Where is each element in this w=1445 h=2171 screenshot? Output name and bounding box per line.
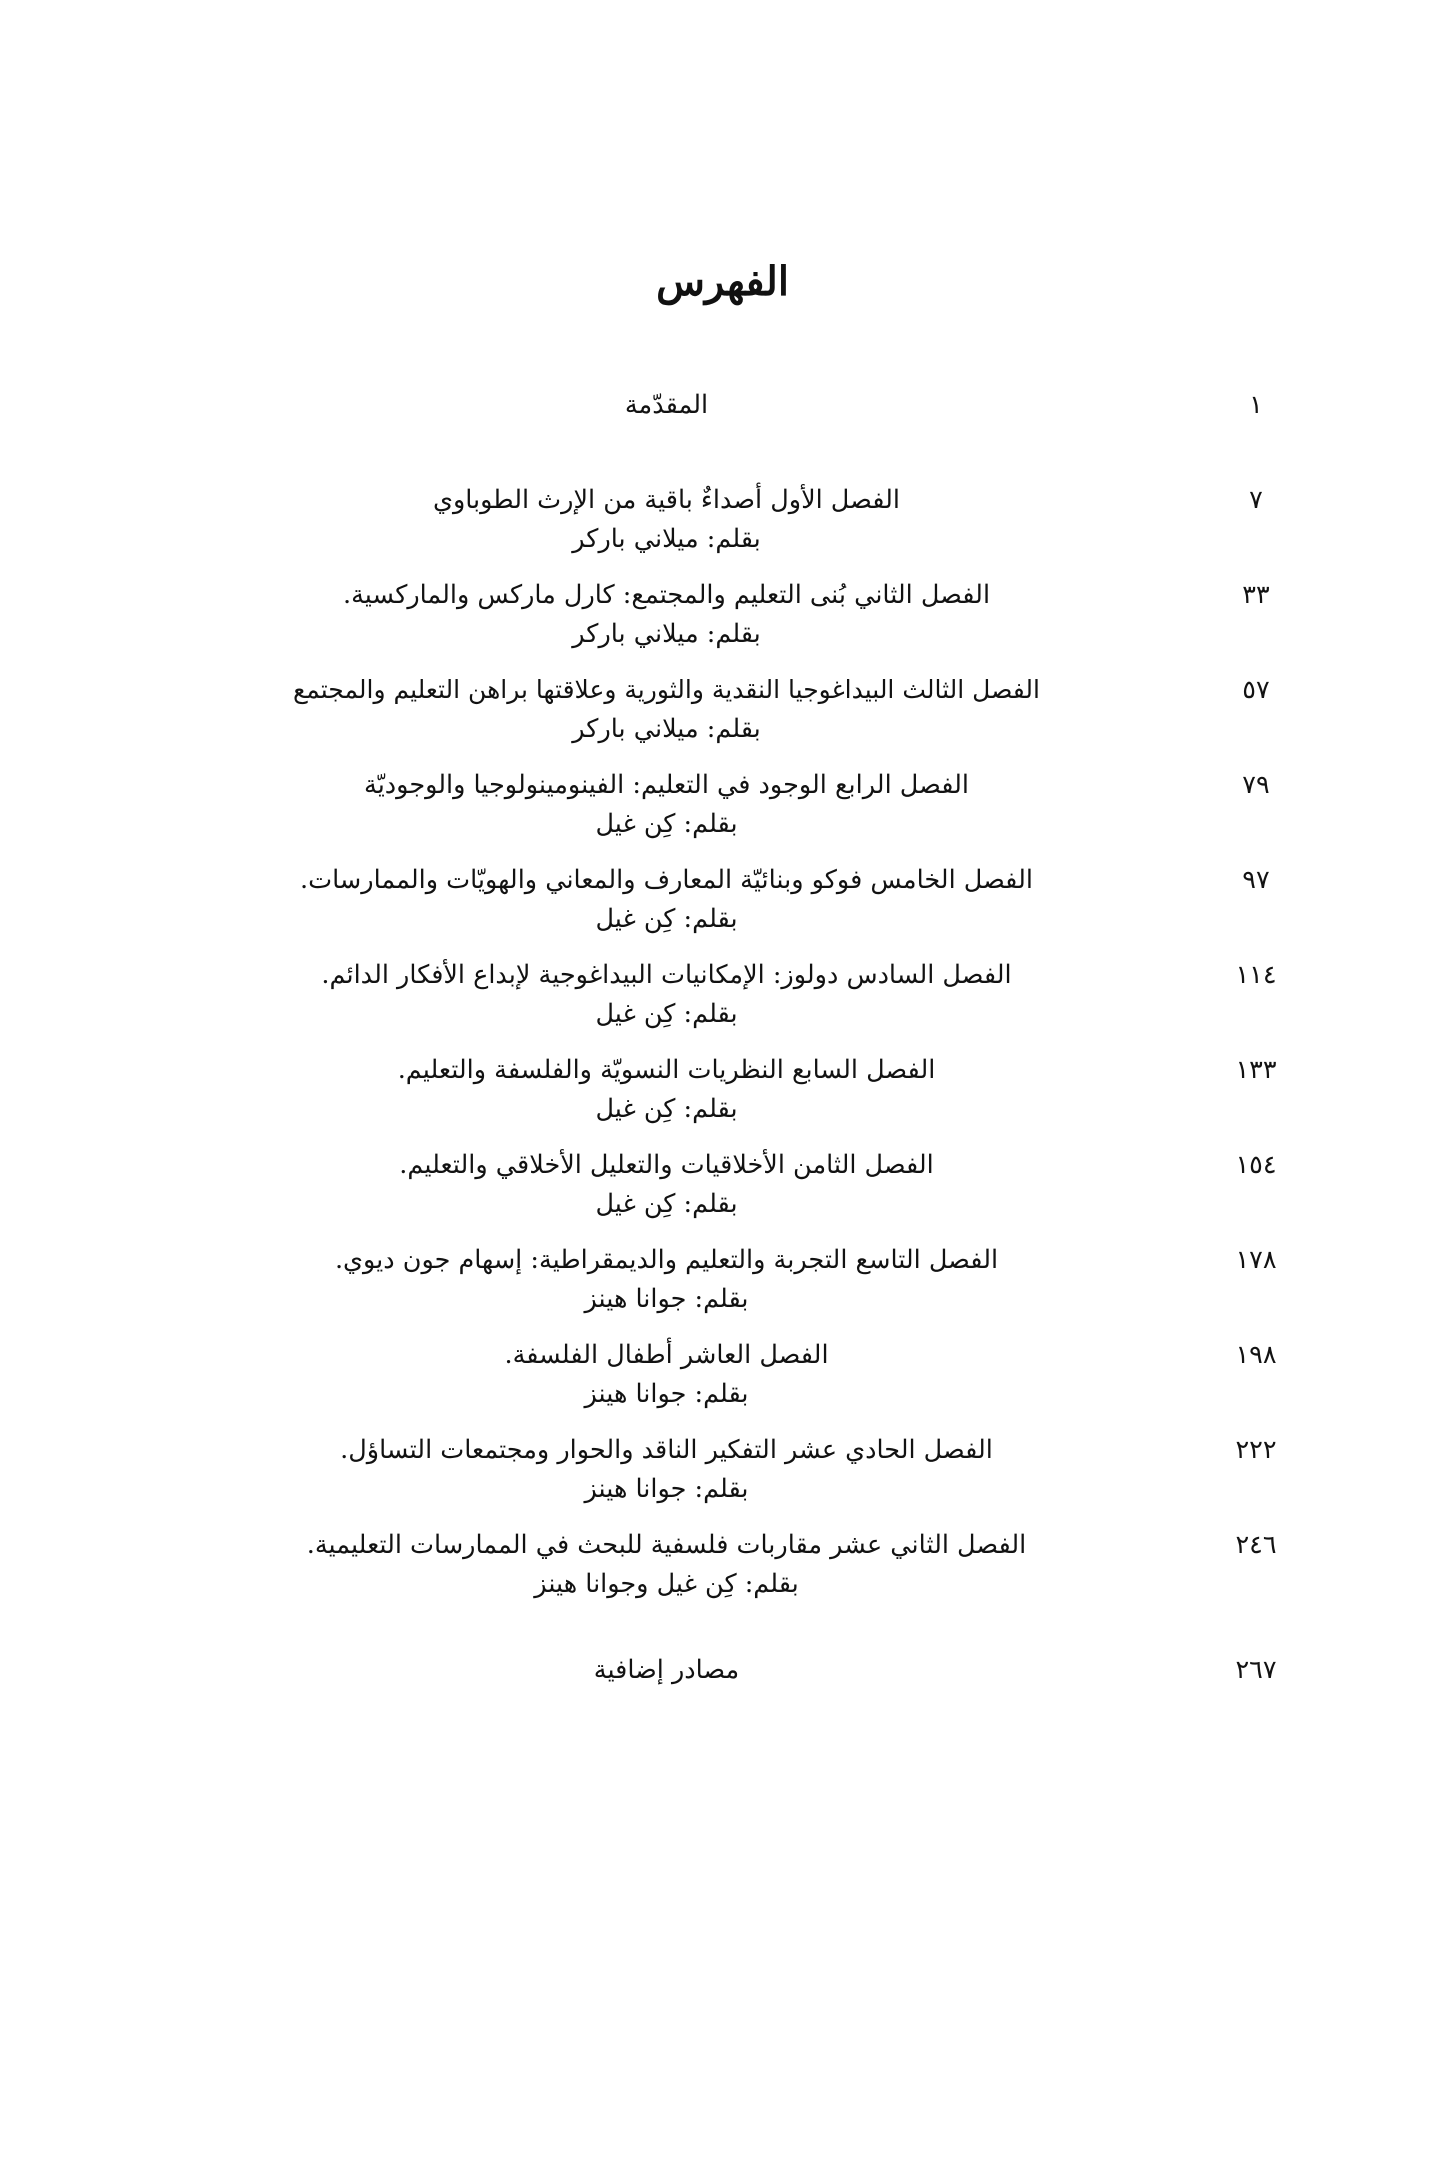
entry-title: مصادر إضافية [593, 1654, 740, 1685]
entry-author: بقلم: كِن غيل [595, 903, 738, 934]
toc-entry-row [130, 1431, 1315, 1470]
entry-title: المقدّمة [624, 390, 709, 420]
spacer [130, 843, 1315, 861]
entry-author: بقلم: جوانا هينز [584, 1283, 749, 1314]
toc-entry-row [130, 386, 1315, 425]
entry-title: الفصل العاشر أطفال الفلسفة. [504, 1339, 829, 1370]
entry-title: الفصل السادس دولوز: الإمكانيات البيداغوجية لإبداع الأفكار الدائم. [321, 959, 1012, 990]
spacer [130, 748, 1315, 766]
toc-entry-row [130, 956, 1315, 995]
spacer [130, 1128, 1315, 1146]
entry-title: الفصل الأول أصداءٌ باقية من الإرث الطوباوي [432, 484, 900, 515]
toc-entry-chapter-4[interactable] [130, 766, 1315, 843]
entry-title: الفصل الثاني عشر مقاربات فلسفية للبحث في الممارسات التعليمية. [306, 1529, 1027, 1560]
entry-author: بقلم: جوانا هينز [584, 1378, 749, 1409]
table-of-contents-list [130, 386, 1315, 1690]
entry-author: بقلم: ميلاني باركر [572, 523, 761, 554]
entry-title: الفصل الرابع الوجود في التعليم: الفينومينولوجيا والوجوديّة [364, 769, 969, 800]
toc-entry-chapter-6[interactable] [130, 956, 1315, 1033]
spacer [130, 1603, 1315, 1651]
page-number: ٢٢٢ [1235, 1434, 1277, 1465]
toc-entry-chapter-5[interactable] [130, 861, 1315, 938]
toc-entry-chapter-10[interactable] [130, 1336, 1315, 1413]
page-number: ١٥٤ [1235, 1149, 1277, 1180]
toc-entry-chapter-11[interactable] [130, 1431, 1315, 1508]
toc-entry-row [130, 1651, 1315, 1690]
toc-entry-row [130, 861, 1315, 900]
page-number: ١ [1249, 390, 1263, 420]
toc-entry-row [130, 1336, 1315, 1375]
toc-entry-row [130, 576, 1315, 615]
entry-title: الفصل التاسع التجربة والتعليم والديمقراطية: إسهام جون ديوي. [334, 1244, 999, 1275]
page-number: ٩٧ [1242, 864, 1270, 895]
toc-entry-row [130, 1526, 1315, 1565]
entry-author: بقلم: كِن غيل [595, 1188, 738, 1219]
toc-entry-chapter-8[interactable] [130, 1146, 1315, 1223]
entry-title: الفصل الحادي عشر التفكير الناقد والحوار ومجتمعات التساؤل. [340, 1434, 993, 1465]
page-number: ١٧٨ [1235, 1244, 1277, 1275]
toc-entry-front-matter[interactable] [130, 386, 1315, 425]
page-title: الفهرس [656, 258, 789, 305]
spacer [130, 1413, 1315, 1431]
entry-author: بقلم: ميلاني باركر [572, 618, 761, 649]
entry-title: الفصل الثامن الأخلاقيات والتعليل الأخلاقي والتعليم. [399, 1149, 934, 1180]
toc-entry-row [130, 1241, 1315, 1280]
page-number: ١١٤ [1235, 959, 1277, 990]
toc-entry-chapter-12[interactable] [130, 1526, 1315, 1603]
entry-title: الفصل السابع النظريات النسويّة والفلسفة والتعليم. [397, 1054, 936, 1085]
entry-author: بقلم: كِن غيل [595, 1093, 738, 1124]
toc-entry-row [130, 766, 1315, 805]
spacer [130, 1223, 1315, 1241]
entry-title: الفصل الثالث البيداغوجيا النقدية والثورية وعلاقتها براهن التعليم والمجتمع [293, 674, 1040, 704]
entry-author: بقلم: ميلاني باركر [572, 713, 761, 744]
spacer [130, 1508, 1315, 1526]
toc-entry-back-matter[interactable] [130, 1651, 1315, 1690]
toc-entry-chapter-3[interactable] [130, 671, 1315, 748]
page-number: ٥٧ [1242, 674, 1270, 705]
page-number: ١٣٣ [1235, 1054, 1277, 1085]
page-number: ٧٩ [1242, 769, 1270, 800]
entry-author: بقلم: كِن غيل [595, 998, 738, 1029]
toc-entry-chapter-1[interactable] [130, 481, 1315, 558]
entry-title: الفصل الثاني بُنى التعليم والمجتمع: كارل ماركس والماركسية. [342, 579, 991, 610]
page-number: ٧ [1249, 484, 1263, 515]
page-number: ٢٦٧ [1235, 1654, 1277, 1685]
spacer [130, 1318, 1315, 1336]
spacer [130, 938, 1315, 956]
entry-author: بقلم: كِن غيل [595, 808, 738, 839]
toc-entry-row [130, 481, 1315, 520]
entry-author: بقلم: كِن غيل وجوانا هينز [534, 1568, 799, 1599]
entry-author: بقلم: جوانا هينز [584, 1473, 749, 1504]
spacer [130, 558, 1315, 576]
spacer [130, 653, 1315, 671]
toc-entry-chapter-2[interactable] [130, 576, 1315, 653]
spacer [130, 1033, 1315, 1051]
toc-entry-row [130, 1051, 1315, 1090]
spacer [130, 425, 1315, 481]
page-number: ١٩٨ [1235, 1339, 1277, 1370]
toc-entry-chapter-7[interactable] [130, 1051, 1315, 1128]
entry-title: الفصل الخامس فوكو وبنائيّة المعارف والمعاني والهويّات والممارسات. [300, 864, 1033, 895]
page-number: ٢٤٦ [1235, 1529, 1277, 1560]
page-number: ٣٣ [1242, 579, 1270, 610]
toc-entry-row [130, 671, 1315, 710]
toc-entry-chapter-9[interactable] [130, 1241, 1315, 1318]
toc-entry-row [130, 1146, 1315, 1185]
